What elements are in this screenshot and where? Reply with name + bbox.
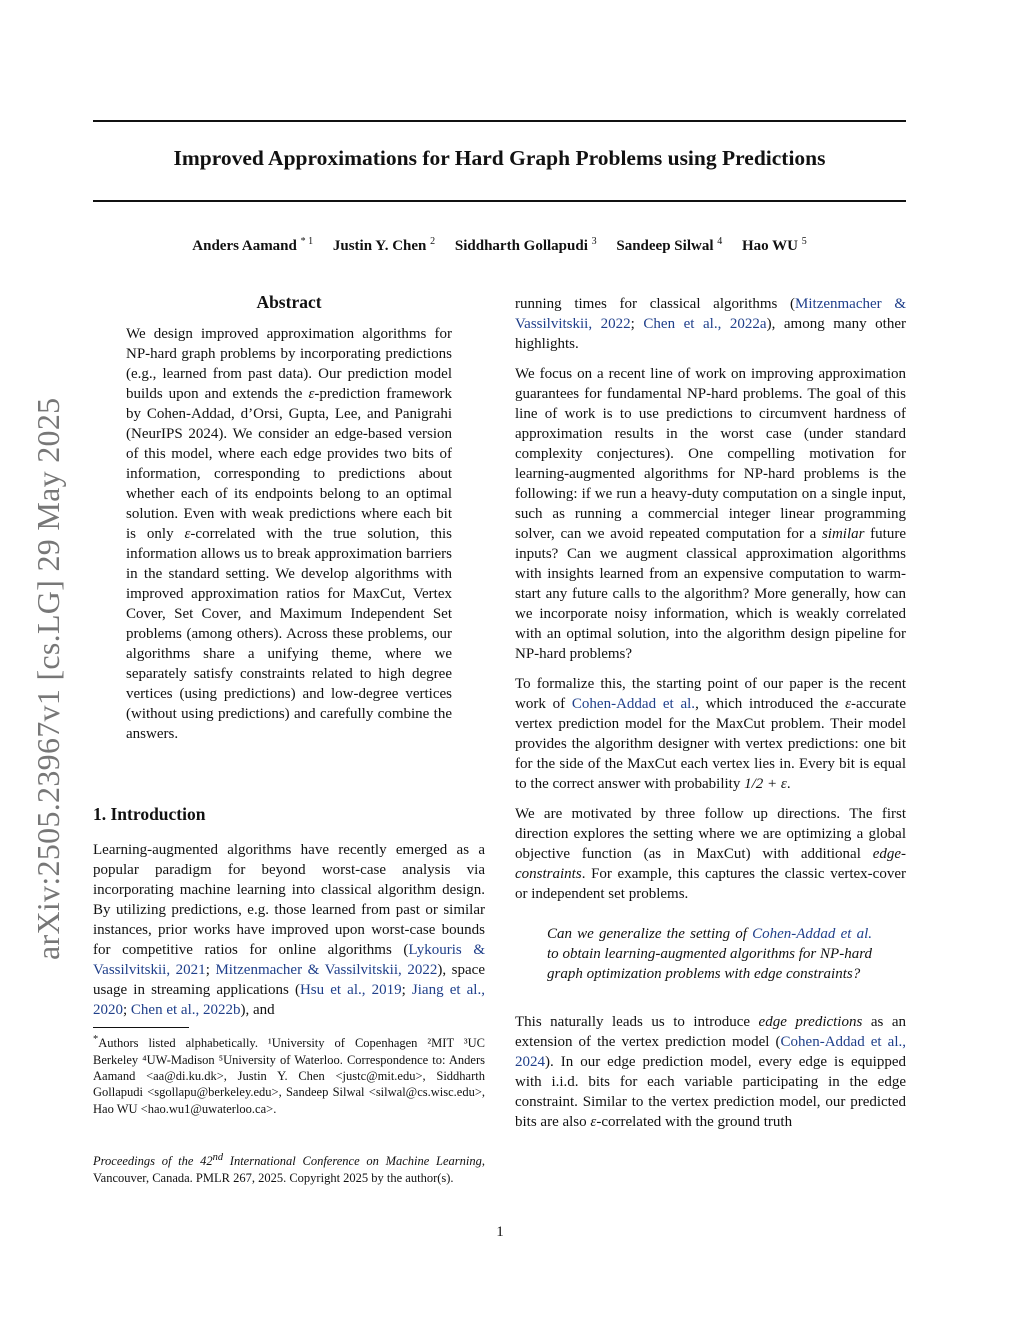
author: Justin Y. Chen $^2$ — [332, 236, 436, 254]
citation-link[interactable]: Mitzenmacher & Vassilvitskii, 2022 — [515, 296, 906, 332]
paragraph: We focus on a recent line of work on improving approximation guarantees for fundamental NP-hard problems. The goal of this line of work is to use predictions to circumvent hardness of approximation results in the worst case (under standard complexity conjectures). One compelling motivation for learning-augmented algorithms for NP-hard problems is the following: if we run a heavy-duty computation on a single input, such as running a commercial integer linear programming solver, can we avoid repeated computation for a similar future inputs? Can we augment classical approximation algorithms with insights learned from an expensive computation to warm-start any future calls to the algorithm? More generally, how can we incorporate noisy information, which is weakly correlated with an optimal solution, into the algorithm design pipeline for NP-hard problems? — [515, 366, 906, 662]
paragraph: To formalize this, the starting point of our paper is the recent work of Cohen-Addad et al., which introduced the ε-accurate vertex prediction model for the MaxCut problem. Their model provides the algorithm designer with vertex predictions: one bit for the side of the MaxCut each vertex lies in. Every bit is equal to the correct answer with probability 1/2 + ε. — [515, 676, 906, 792]
proceedings-note: Proceedings of the 42nd International Conference on Machine Learning, Vancouver, Canada. PMLR 267, 2025. Copyright 2025 by the author(s). — [93, 1152, 485, 1185]
citation-link[interactable]: Chen et al., 2022b — [130, 1002, 241, 1018]
citation-link[interactable]: Cohen-Addad et al., 2024 — [515, 1034, 906, 1070]
author: Sandeep Silwal $^4$ — [616, 236, 723, 254]
introduction-paragraph: Learning-augmented algorithms have recently emerged as a popular paradigm for beyond worst-case analysis via incorporating machine learning into classical algorithm design. By utilizing predictions, e.g. those learned from past or similar instances, prior works have improved upon worst-case bounds for competitive ratios for online algorithms (Lykouris & Vassilvitskii, 2021; Mitzenmacher & Vassilvitskii, 2022), space usage in streaming applications (Hsu et al., 2019; Jiang et al., 2020; Chen et al., 2022b), and — [93, 842, 485, 1018]
footnote-rule — [93, 1027, 189, 1028]
citation-link[interactable]: Hsu et al., 2019 — [299, 982, 402, 998]
arxiv-identifier: arXiv:2505.23967v1 [cs.LG] 29 May 2025 — [30, 397, 66, 960]
right-column — [515, 294, 906, 1142]
page-number: 1 — [496, 1224, 504, 1240]
citation-link[interactable]: Lykouris & Vassilvitskii, 2021 — [93, 942, 485, 978]
citation-link[interactable]: Cohen-Addad et al. — [571, 696, 696, 712]
title-top-rule — [93, 120, 906, 122]
citation-link[interactable]: Jiang et al., 2020 — [93, 982, 485, 1018]
section-heading-introduction: 1. Introduction — [93, 804, 206, 824]
author: Anders Aamand $^{* 1}$ — [192, 236, 314, 254]
research-question-quote: Can we generalize the setting of Cohen-Addad et al. to obtain learning-augmented algorithms for NP-hard graph optimization problems with edge constraints? — [547, 926, 872, 982]
citation-link[interactable]: Mitzenmacher & Vassilvitskii, 2022 — [215, 962, 438, 978]
title-bottom-rule — [93, 200, 906, 202]
paragraph: This naturally leads us to introduce edge predictions as an extension of the vertex prediction model (Cohen-Addad et al., 2024). In our edge prediction model, every edge is equipped with i.i.d. bits for each variable participating in the edge constraint. Similar to the vertex prediction model, our predicted bits are also ε-correlated with the ground truth — [515, 1014, 906, 1130]
paper-title: Improved Approximations for Hard Graph Problems using Predictions — [173, 146, 826, 170]
citation-link[interactable]: Chen et al., 2022a — [643, 316, 767, 332]
abstract-body: We design improved approximation algorithms for NP-hard graph problems by incorporating predictions (e.g., learned from past data). Our prediction model builds upon and extends the ε-prediction framework by Cohen-Addad, d’Orsi, Gupta, Lee, and Panigrahi (NeurIPS 2024). We consider an edge-based version of this model, where each edge provides two bits of information, corresponding to predictions about whether each of its endpoints belong to an optimal solution. Even with weak predictions where each bit is only ε-correlated with the true solution, this information allows us to break approximation barriers in the standard setting. We develop algorithms with improved approximation ratios for MaxCut, Vertex Cover, Set Cover, and Maximum Independent Set problems (among others). Across these problems, our algorithms share a unifying theme, where we separately satisfy constraints related to high degree vertices (using predictions) and low-degree vertices (without using predictions) and carefully combine the answers. — [126, 326, 452, 742]
paragraph: We are motivated by three follow up directions. The first direction explores the setting where we are optimizing a global objective function (as in MaxCut) with additional edge-constraints. For example, this captures the classic vertex-cover or independent set problems. — [515, 806, 906, 902]
author-list — [93, 236, 906, 255]
author: Siddharth Gollapudi $^3$ — [454, 236, 597, 254]
citation-link[interactable]: Cohen-Addad et al. — [752, 926, 872, 942]
affiliations-footnote: *Authors listed alphabetically. ¹University of Copenhagen ²MIT ³UC Berkeley ⁴UW-Madison ⁵University of Waterloo. Correspondence to: Anders Aamand <aa@di.ku.dk>, Justin Y. Chen <justc@mit.edu>, Siddharth Gollapudi <sgollapu@berkeley.edu>, Sandeep Silwal <silwal@cs.wisc.edu>, Hao WU <hao.wu1@uwaterloo.ca>. — [93, 1034, 485, 1116]
author: Hao WU $^5$ — [742, 236, 807, 254]
abstract-heading: Abstract — [256, 292, 322, 312]
paragraph: running times for classical algorithms (Mitzenmacher & Vassilvitskii, 2022; Chen et al., 2022a), among many other highlights. — [515, 296, 906, 352]
